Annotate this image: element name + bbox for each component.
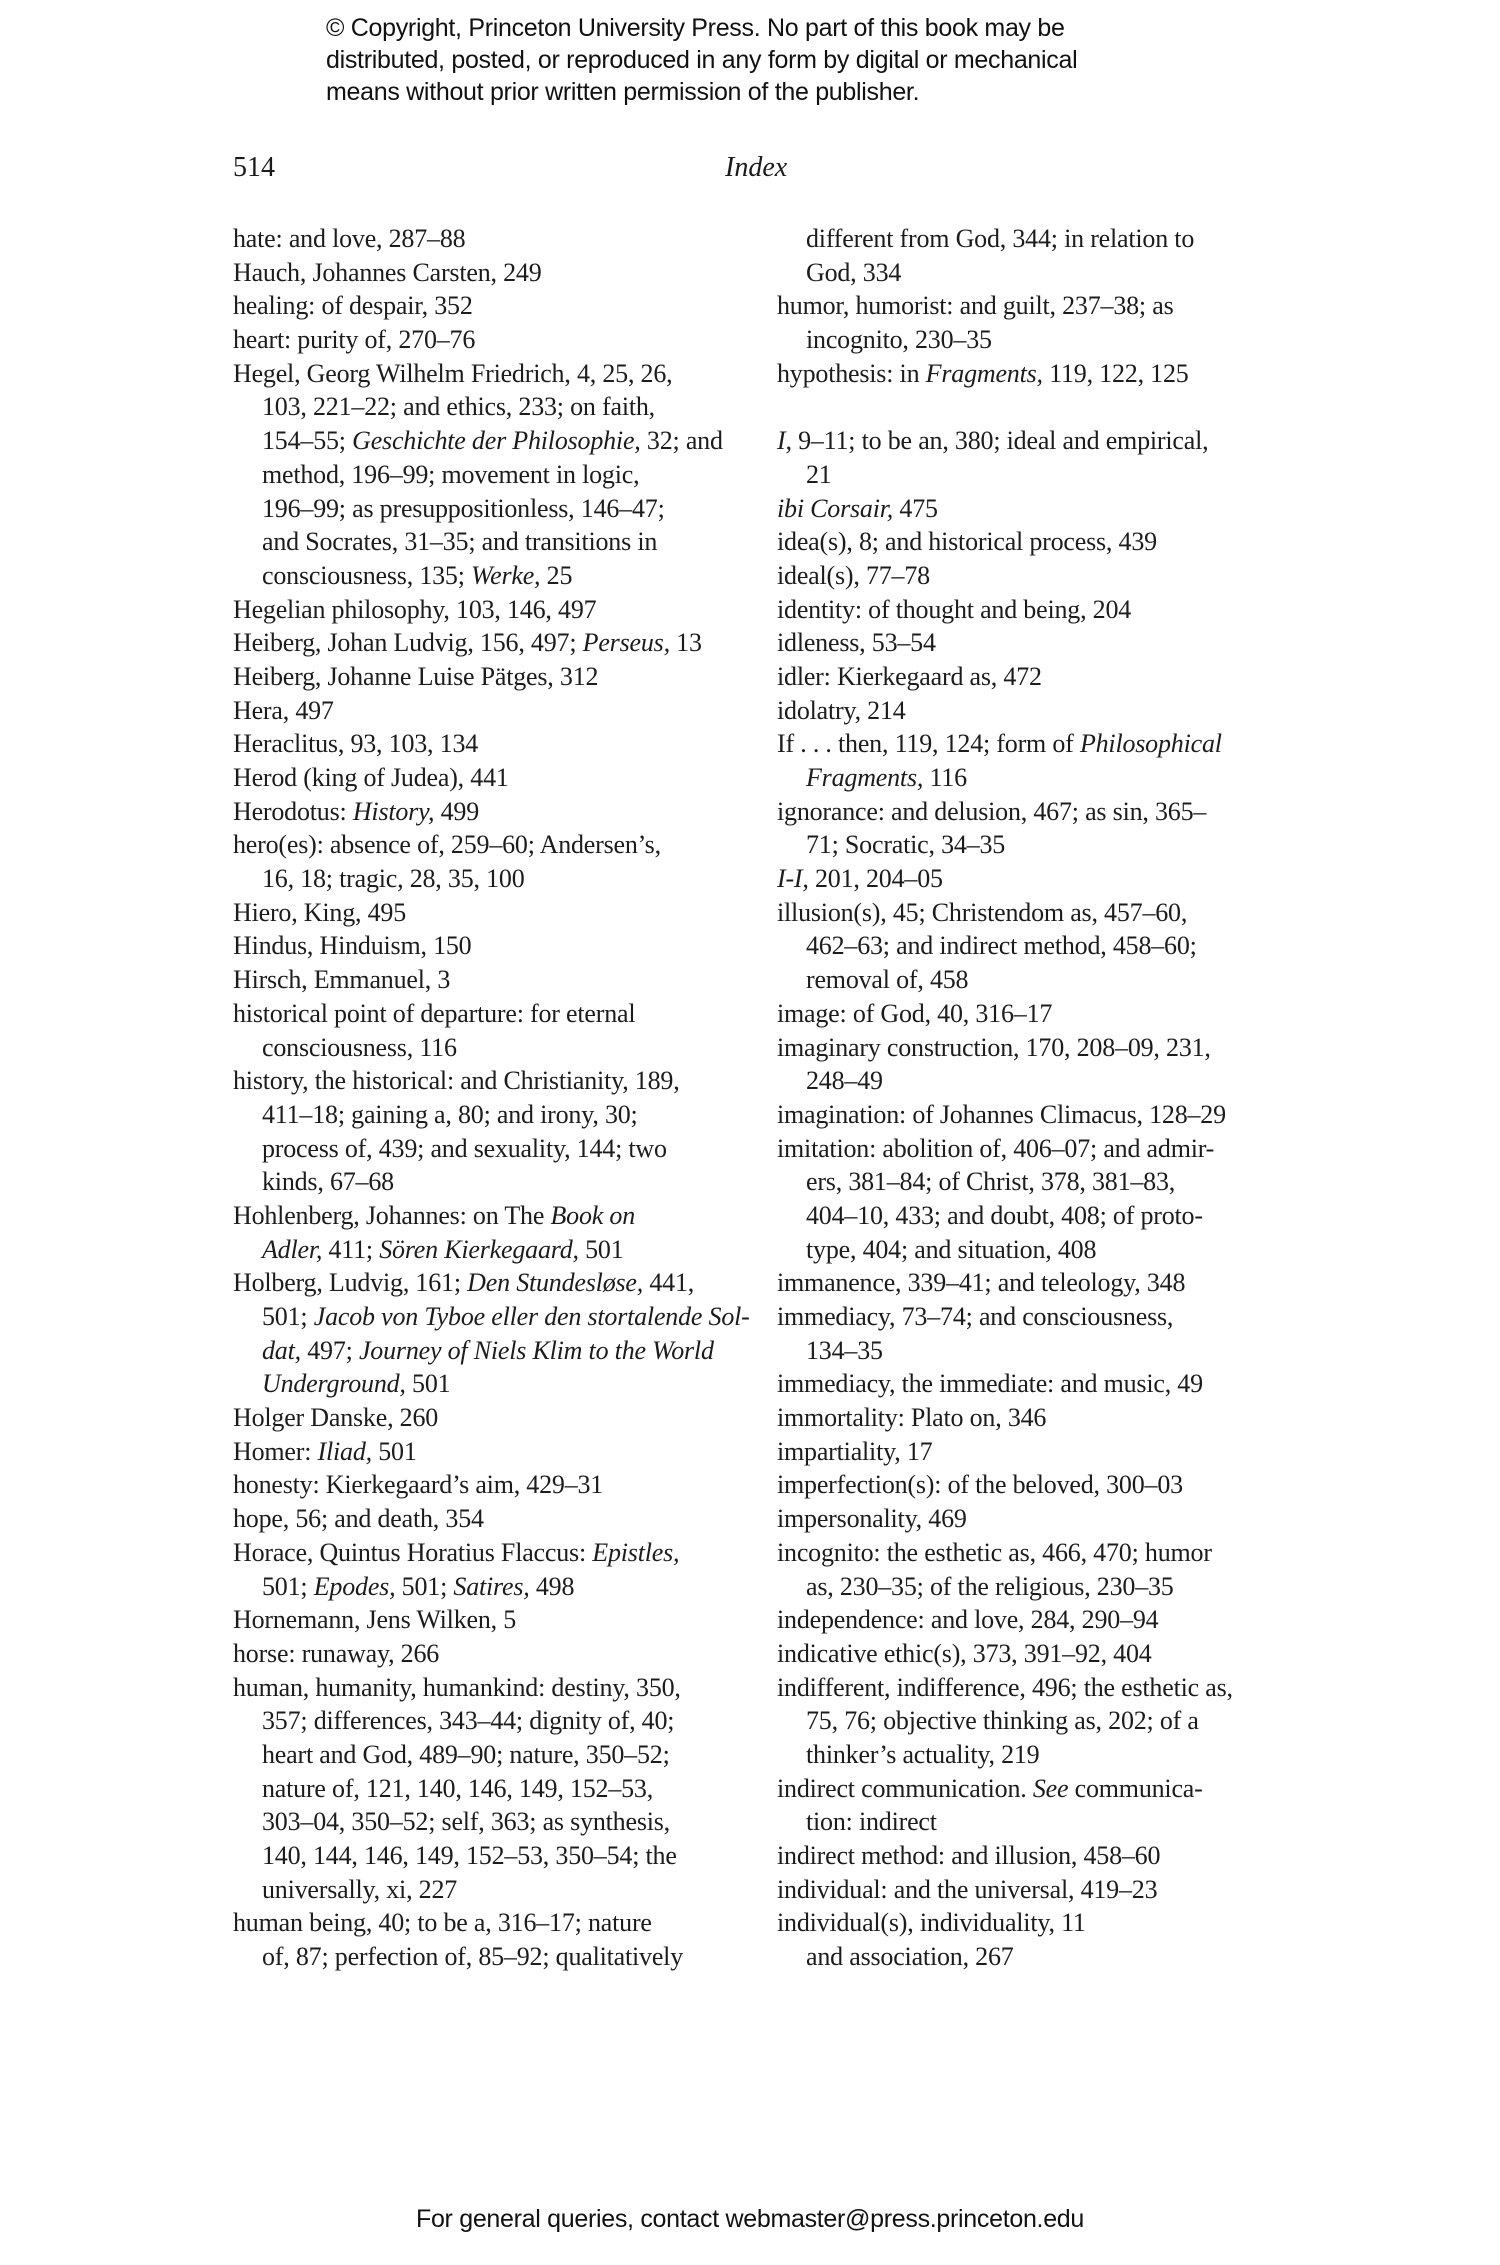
entry-text: individual(s), individuality, 11 <box>777 1908 1086 1938</box>
entry-text: Herod (king of Judea), 441 <box>233 763 509 792</box>
index-entry-continuation <box>233 458 738 492</box>
italic-title: Sören Kierkegaard, <box>379 1234 579 1264</box>
entry-text: hate: and love, 287–88 <box>233 224 466 253</box>
entry-text: God, 334 <box>806 257 902 287</box>
entry-text: 411; <box>322 1234 380 1264</box>
entry-text: consciousness, 135; <box>262 560 472 590</box>
entry-text: 25 <box>540 560 573 590</box>
italic-title: I, <box>777 426 792 456</box>
entry-text: Hornemann, Jens Wilken, 5 <box>233 1605 517 1635</box>
index-entry <box>233 1199 738 1233</box>
entry-text: impersonality, 469 <box>777 1504 967 1534</box>
italic-title: dat, <box>262 1335 301 1365</box>
index-entry <box>233 694 738 728</box>
index-entry-continuation <box>777 761 1287 795</box>
letter-group-spacer <box>777 390 1287 424</box>
entry-text: Hegelian philosophy, 103, 146, 497 <box>233 594 597 624</box>
index-entry <box>233 828 738 862</box>
entry-text: Heraclitus, 93, 103, 134 <box>233 729 479 759</box>
index-entry <box>233 256 738 290</box>
index-entry-continuation <box>233 1367 738 1401</box>
entry-text: 303–04, 350–52; self, 363; as synthesis, <box>262 1807 670 1837</box>
index-entry <box>777 1367 1287 1401</box>
italic-title: ibi Corsair, <box>777 493 894 523</box>
entry-text: Herodotus: <box>233 796 353 826</box>
entry-text: hypothesis: in <box>777 358 926 388</box>
entry-text: Hauch, Johannes Carsten, 249 <box>233 257 542 287</box>
index-entry <box>777 1435 1287 1469</box>
index-entry <box>777 1637 1287 1671</box>
entry-text: immediacy, the immediate: and music, 49 <box>777 1369 1203 1399</box>
entry-text: idea(s), 8; and historical process, 439 <box>777 527 1157 557</box>
index-entry <box>233 1603 738 1637</box>
copyright-line: © Copyright, Princeton University Press. No part of this book may be <box>326 14 1065 42</box>
entry-text: immortality: Plato on, 346 <box>777 1403 1047 1433</box>
index-entry <box>777 424 1287 458</box>
entry-text: 411–18; gaining a, 80; and irony, 30; <box>262 1099 638 1129</box>
index-entry <box>777 289 1287 323</box>
entry-text: nature of, 121, 140, 146, 149, 152–53, <box>262 1773 654 1803</box>
italic-title: Philosophical <box>1079 729 1222 759</box>
index-entry-continuation <box>233 390 738 424</box>
index-entry-continuation <box>777 1738 1287 1772</box>
entry-text: 501; <box>395 1571 454 1601</box>
index-entry <box>777 862 1287 896</box>
index-entry <box>777 727 1287 761</box>
entry-text: 501 <box>578 1234 624 1264</box>
index-entry <box>233 626 738 660</box>
italic-title: I-I, <box>777 864 809 894</box>
entry-text: Holger Danske, 260 <box>233 1403 439 1433</box>
index-entry <box>777 1266 1287 1300</box>
italic-title: See <box>1032 1773 1069 1803</box>
index-entry <box>233 1401 738 1435</box>
italic-title: Werke, <box>471 560 541 590</box>
entry-text: 475 <box>893 493 938 523</box>
index-entry-continuation <box>233 862 738 896</box>
entry-text: different from God, 344; in relation to <box>806 224 1195 253</box>
italic-title: Geschichte der Philosophie, <box>352 426 641 456</box>
index-entry-continuation <box>233 1738 738 1772</box>
entry-text: ideal(s), 77–78 <box>777 560 930 590</box>
index-entry-continuation <box>777 1570 1287 1604</box>
index-entry <box>233 1536 738 1570</box>
entry-text: Hera, 497 <box>233 695 334 725</box>
index-entry <box>233 1502 738 1536</box>
entry-text: immediacy, 73–74; and consciousness, <box>777 1302 1174 1331</box>
entry-text: imaginary construction, 170, 208–09, 231, <box>777 1032 1211 1062</box>
index-entry <box>233 1671 738 1705</box>
index-entry <box>233 289 738 323</box>
entry-text: 116 <box>923 763 967 792</box>
entry-text: 404–10, 433; and doubt, 408; of proto- <box>806 1200 1203 1230</box>
index-entry <box>777 1468 1287 1502</box>
entry-text: idleness, 53–54 <box>777 628 936 658</box>
entry-text: immanence, 339–41; and teleology, 348 <box>777 1268 1186 1298</box>
index-entry-continuation <box>233 1233 738 1267</box>
entry-text: Holberg, Ludvig, 161; <box>233 1268 468 1298</box>
index-entry-continuation <box>233 1132 738 1166</box>
index-entry-continuation <box>233 1165 738 1199</box>
entry-text: idolatry, 214 <box>777 695 906 725</box>
index-entry <box>233 761 738 795</box>
index-entry <box>233 1064 738 1098</box>
entry-text: removal of, 458 <box>806 965 969 995</box>
entry-text: of, 87; perfection of, 85–92; qualitatively <box>262 1942 684 1972</box>
index-entry-continuation <box>233 1772 738 1806</box>
italic-title: Underground, <box>262 1369 406 1399</box>
index-entry-continuation <box>777 1233 1287 1267</box>
index-entry-continuation <box>233 525 738 559</box>
entry-text: as, 230–35; of the religious, 230–35 <box>806 1571 1174 1601</box>
italic-title: Jacob von Tyboe eller den stortalende Sol- <box>313 1302 750 1331</box>
entry-text: individual: and the universal, 419–23 <box>777 1874 1158 1904</box>
entry-text: Hirsch, Emmanuel, 3 <box>233 965 451 995</box>
italic-title: Journey of Niels Klim to the World <box>358 1335 714 1365</box>
italic-title: Epodes, <box>313 1571 396 1601</box>
index-entry-continuation <box>777 1704 1287 1738</box>
entry-text: 71; Socratic, 34–35 <box>806 830 1006 860</box>
index-entry <box>233 963 738 997</box>
index-entry <box>233 795 738 829</box>
index-entry <box>777 593 1287 627</box>
index-entry <box>233 357 738 391</box>
entry-text: consciousness, 116 <box>262 1032 457 1062</box>
index-entry-continuation <box>777 1805 1287 1839</box>
entry-text: impartiality, 17 <box>777 1436 933 1466</box>
entry-text: 154–55; <box>262 426 353 456</box>
index-entry-continuation <box>777 828 1287 862</box>
index-entry-continuation <box>233 1704 738 1738</box>
entry-text: and association, 267 <box>806 1942 1014 1972</box>
entry-text: method, 196–99; movement in logic, <box>262 459 640 489</box>
index-entry-continuation <box>233 492 738 526</box>
index-entry-continuation <box>233 1570 738 1604</box>
entry-text: 501; <box>262 1302 314 1331</box>
entry-text: Heiberg, Johanne Luise Pätges, 312 <box>233 661 599 691</box>
index-entry <box>233 222 738 256</box>
index-entry-continuation <box>777 929 1287 963</box>
entry-text: kinds, 67–68 <box>262 1167 394 1197</box>
index-entry-continuation <box>777 256 1287 290</box>
entry-text: 462–63; and indirect method, 458–60; <box>806 931 1197 961</box>
entry-text: Heiberg, Johan Ludvig, 156, 497; <box>233 628 583 658</box>
index-entry <box>777 1031 1287 1065</box>
entry-text: and Socrates, 31–35; and transitions in <box>262 527 658 557</box>
running-head <box>0 152 1500 192</box>
index-entry <box>233 1435 738 1469</box>
index-entry <box>233 1468 738 1502</box>
entry-text: horse: runaway, 266 <box>233 1638 440 1668</box>
index-entry-continuation <box>777 1064 1287 1098</box>
index-entry <box>777 1502 1287 1536</box>
entry-text: 9–11; to be an, 380; ideal and empirical, <box>791 426 1209 456</box>
index-entry <box>777 896 1287 930</box>
page-number: 514 <box>233 152 275 183</box>
index-entry <box>777 525 1287 559</box>
entry-text: tion: indirect <box>806 1807 937 1837</box>
index-entry <box>233 929 738 963</box>
index-entry <box>777 795 1287 829</box>
entry-text: ignorance: and delusion, 467; as sin, 365– <box>777 796 1207 826</box>
index-entry <box>777 1098 1287 1132</box>
entry-text: independence: and love, 284, 290–94 <box>777 1605 1159 1635</box>
index-entry-continuation <box>233 1805 738 1839</box>
entry-text: 119, 122, 125 <box>1042 358 1189 388</box>
index-entry <box>777 1671 1287 1705</box>
entry-text: Hiero, King, 495 <box>233 897 406 927</box>
entry-text: 134–35 <box>806 1335 883 1365</box>
entry-text: 501; <box>262 1571 314 1601</box>
entry-text: thinker’s actuality, 219 <box>806 1739 1040 1769</box>
entry-text: incognito, 230–35 <box>806 325 992 355</box>
entry-text: image: of God, 40, 316–17 <box>777 998 1053 1028</box>
index-entry-continuation <box>777 1165 1287 1199</box>
entry-text: imitation: abolition of, 406–07; and admir- <box>777 1133 1215 1163</box>
index-entry <box>777 1300 1287 1334</box>
index-entry-continuation <box>233 559 738 593</box>
index-entry <box>233 323 738 357</box>
index-entry <box>777 357 1287 391</box>
entry-text: human, humanity, humankind: destiny, 350, <box>233 1672 681 1702</box>
index-entry <box>233 1906 738 1940</box>
index-entry <box>777 1401 1287 1435</box>
entry-text: 248–49 <box>806 1066 883 1096</box>
entry-text: 75, 76; objective thinking as, 202; of a <box>806 1706 1199 1736</box>
index-entry-continuation <box>233 1031 738 1065</box>
index-entry <box>777 694 1287 728</box>
index-entry-continuation <box>233 1839 738 1873</box>
entry-text: 499 <box>434 796 480 826</box>
entry-text: Hegel, Georg Wilhelm Friedrich, 4, 25, 26, <box>233 358 673 388</box>
index-entry-continuation <box>233 424 738 458</box>
entry-text: imagination: of Johannes Climacus, 128–29 <box>777 1099 1226 1129</box>
entry-text: 501 <box>371 1436 417 1466</box>
entry-text: 32; and <box>640 426 723 456</box>
italic-title: History, <box>352 796 435 826</box>
index-entry <box>777 1873 1287 1907</box>
index-entry <box>233 896 738 930</box>
index-entry <box>233 660 738 694</box>
entry-text: idler: Kierkegaard as, 472 <box>777 661 1042 691</box>
copyright-line: distributed, posted, or reproduced in any form by digital or mechanical <box>326 46 1078 74</box>
index-entry <box>233 593 738 627</box>
index-entry-continuation <box>777 323 1287 357</box>
entry-text: indifferent, indifference, 496; the esthetic as, <box>777 1672 1233 1702</box>
entry-text: imperfection(s): of the beloved, 300–03 <box>777 1470 1183 1500</box>
index-entry-continuation <box>777 963 1287 997</box>
index-entry <box>233 1637 738 1671</box>
entry-text: history, the historical: and Christianity, 189, <box>233 1066 680 1096</box>
index-entry-continuation <box>777 458 1287 492</box>
copyright-notice <box>326 12 1226 108</box>
index-entry-continuation <box>777 1199 1287 1233</box>
entry-text: 13 <box>669 628 702 658</box>
entry-text: identity: of thought and being, 204 <box>777 594 1132 624</box>
italic-title: Adler, <box>262 1234 323 1264</box>
italic-title: Iliad, <box>317 1436 372 1466</box>
entry-text: incognito: the esthetic as, 466, 470; humor <box>777 1537 1212 1567</box>
entry-text: 501 <box>405 1369 451 1399</box>
index-entry-continuation <box>233 1334 738 1368</box>
index-entry <box>233 1266 738 1300</box>
index-entry <box>777 1603 1287 1637</box>
index-entry <box>777 1536 1287 1570</box>
entry-text: 441, <box>643 1268 695 1298</box>
entry-text: 21 <box>806 459 832 489</box>
entry-text: 357; differences, 343–44; dignity of, 40; <box>262 1706 675 1736</box>
entry-text: human being, 40; to be a, 316–17; nature <box>233 1908 652 1938</box>
index-entry <box>777 1906 1287 1940</box>
entry-text: 196–99; as presuppositionless, 146–47; <box>262 493 665 523</box>
index-entry <box>777 1772 1287 1806</box>
entry-text: Homer: <box>233 1436 318 1466</box>
italic-title: Epistles, <box>592 1537 680 1567</box>
entry-text: Hohlenberg, Johannes: on The <box>233 1200 551 1230</box>
entry-text: process of, 439; and sexuality, 144; two <box>262 1133 667 1163</box>
index-entry-continuation <box>233 1940 738 1974</box>
entry-text: type, 404; and situation, 408 <box>806 1234 1097 1264</box>
entry-text: ers, 381–84; of Christ, 378, 381–83, <box>806 1167 1176 1197</box>
copyright-line: means without prior written permission of the publisher. <box>326 78 920 106</box>
entry-text: healing: of despair, 352 <box>233 291 473 321</box>
index-entry-continuation <box>233 1098 738 1132</box>
italic-title: Fragments, <box>925 358 1043 388</box>
italic-title: Perseus, <box>582 628 670 658</box>
entry-text: universally, xi, 227 <box>262 1874 458 1904</box>
entry-text: 497; <box>300 1335 359 1365</box>
index-entry <box>777 1132 1287 1166</box>
entry-text: heart and God, 489–90; nature, 350–52; <box>262 1739 670 1769</box>
entry-text: hope, 56; and death, 354 <box>233 1504 484 1534</box>
entry-text: 140, 144, 146, 149, 152–53, 350–54; the <box>262 1841 677 1870</box>
index-column-right <box>777 222 1287 1974</box>
entry-text: hero(es): absence of, 259–60; Andersen’s, <box>233 830 661 860</box>
italic-title: Fragments, <box>806 763 924 792</box>
italic-title: Book on <box>550 1200 635 1230</box>
index-entry-continuation <box>777 1334 1287 1368</box>
index-entry <box>777 559 1287 593</box>
entry-text: If . . . then, 119, 124; form of <box>777 729 1080 759</box>
italic-title: Satires, <box>453 1571 530 1601</box>
index-entry <box>777 492 1287 526</box>
index-entry <box>233 727 738 761</box>
footer-contact: For general queries, contact webmaster@press.princeton.edu <box>415 2205 1085 2233</box>
entry-text: heart: purity of, 270–76 <box>233 325 476 355</box>
entry-text: 103, 221–22; and ethics, 233; on faith, <box>262 392 655 422</box>
entry-text: indirect communication. <box>777 1773 1033 1803</box>
entry-text: 16, 18; tragic, 28, 35, 100 <box>262 864 525 894</box>
entry-text: communica- <box>1068 1773 1203 1803</box>
index-entry <box>777 997 1287 1031</box>
index-entry <box>777 626 1287 660</box>
italic-title: Den Stundesløse, <box>467 1268 644 1298</box>
index-entry <box>777 660 1287 694</box>
index-entry-continuation <box>777 222 1287 256</box>
entry-text: indirect method: and illusion, 458–60 <box>777 1841 1161 1870</box>
index-entry-continuation <box>233 1873 738 1907</box>
index-entry <box>777 1839 1287 1873</box>
entry-text: 498 <box>529 1571 575 1601</box>
entry-text: Hindus, Hinduism, 150 <box>233 931 472 961</box>
entry-text: indicative ethic(s), 373, 391–92, 404 <box>777 1638 1152 1668</box>
index-column-left <box>233 222 750 1974</box>
entry-text: 201, 204–05 <box>808 864 943 894</box>
entry-text: honesty: Kierkegaard’s aim, 429–31 <box>233 1470 604 1500</box>
index-entry-continuation <box>777 1940 1287 1974</box>
section-title: Index <box>725 152 788 183</box>
entry-text: Horace, Quintus Horatius Flaccus: <box>233 1537 593 1567</box>
entry-text: illusion(s), 45; Christendom as, 457–60, <box>777 897 1188 927</box>
index-entry-continuation <box>233 1300 750 1334</box>
index-entry <box>233 997 738 1031</box>
entry-text: historical point of departure: for eternal <box>233 998 636 1028</box>
entry-text: humor, humorist: and guilt, 237–38; as <box>777 291 1174 321</box>
